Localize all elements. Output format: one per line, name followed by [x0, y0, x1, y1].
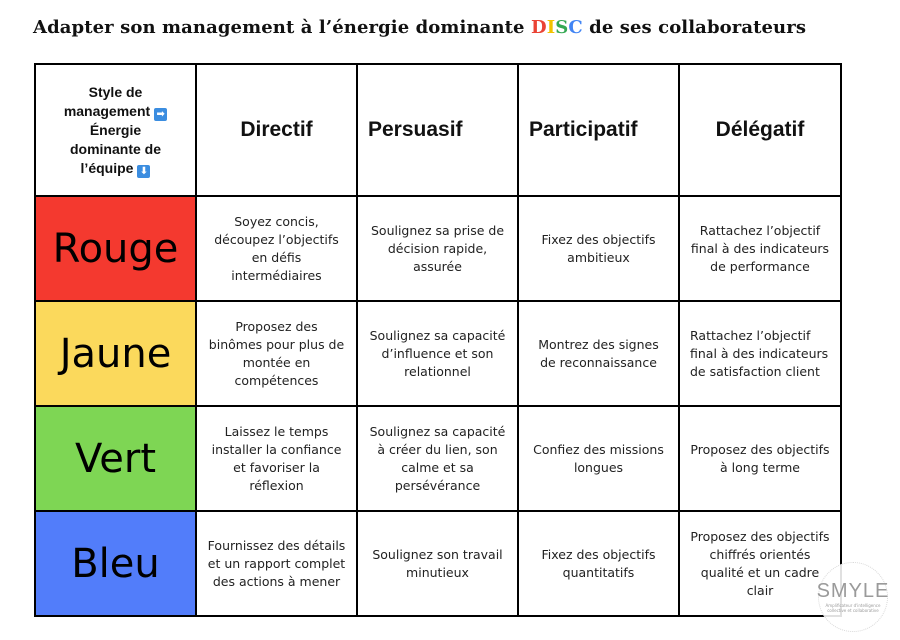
table-cell: Proposez des objectifs à long terme — [679, 406, 841, 511]
table-cell: Montrez des signes de reconnaissance — [518, 301, 679, 406]
corner-line: Style de — [88, 83, 143, 100]
header-persuasif: Persuasif — [357, 64, 518, 196]
energy-cell-bleu: Bleu — [35, 511, 196, 616]
table-cell: Laissez le temps installer la confiance et favoriser la réflexion — [196, 406, 357, 511]
header-participatif: Participatif — [518, 64, 679, 196]
disc-letter-c: C — [568, 17, 583, 38]
arrow-down-icon: ⬇ — [137, 165, 150, 178]
corner-header-cell — [35, 64, 196, 196]
table-row-rouge — [35, 196, 841, 301]
table-cell: Soulignez sa capacité à créer du lien, son calme et sa persévérance — [357, 406, 518, 511]
corner-line: l’équipe ⬇ — [46, 159, 185, 178]
corner-line: management ➡ — [46, 102, 185, 121]
table-row-jaune — [35, 301, 841, 406]
table-cell: Proposez des objectifs chiffrés orientés qualité et un cadre clair — [679, 511, 841, 616]
table-cell: Confiez des missions longues — [518, 406, 679, 511]
energy-cell-rouge: Rouge — [35, 196, 196, 301]
smyle-logo — [808, 560, 894, 636]
corner-line: Énergie — [89, 121, 142, 138]
table-row-vert — [35, 406, 841, 511]
disc-management-table — [34, 63, 842, 617]
table-cell: Rattachez l’objectif final à des indicateurs de performance — [679, 196, 841, 301]
disc-letter-s: S — [555, 17, 569, 38]
title-prefix: Adapter son management à l’énergie dominante — [33, 17, 531, 38]
disc-letter-d: D — [530, 17, 547, 38]
logo-name: SMYLE — [816, 580, 890, 602]
table-cell: Proposez des binômes pour plus de montée en compétences — [196, 301, 357, 406]
header-delegatif: Délégatif — [679, 64, 841, 196]
logo-tagline: Amplificateur d'intelligence collective et collaborative — [825, 603, 881, 613]
corner-line: dominante de — [69, 140, 161, 157]
disc-label — [531, 17, 583, 38]
table-cell: Fournissez des détails et un rapport complet des actions à mener — [196, 511, 357, 616]
table-row-bleu — [35, 511, 841, 616]
arrow-right-icon: ➡ — [154, 108, 167, 121]
header-row — [35, 64, 841, 196]
page-title — [33, 17, 806, 38]
table-cell: Fixez des objectifs quantitatifs — [518, 511, 679, 616]
table-cell: Soulignez sa prise de décision rapide, assurée — [357, 196, 518, 301]
energy-cell-jaune: Jaune — [35, 301, 196, 406]
table-cell: Soulignez sa capacité d’influence et son relationnel — [357, 301, 518, 406]
table-cell: Soulignez son travail minutieux — [357, 511, 518, 616]
table-cell: Soyez concis, découpez l’objectifs en défis intermédiaires — [196, 196, 357, 301]
table-cell: Rattachez l’objectif final à des indicateurs de satisfaction client — [679, 301, 841, 406]
title-suffix: de ses collaborateurs — [582, 17, 807, 38]
energy-cell-vert: Vert — [35, 406, 196, 511]
header-directif: Directif — [196, 64, 357, 196]
disc-letter-i: I — [546, 17, 556, 38]
table-cell: Fixez des objectifs ambitieux — [518, 196, 679, 301]
